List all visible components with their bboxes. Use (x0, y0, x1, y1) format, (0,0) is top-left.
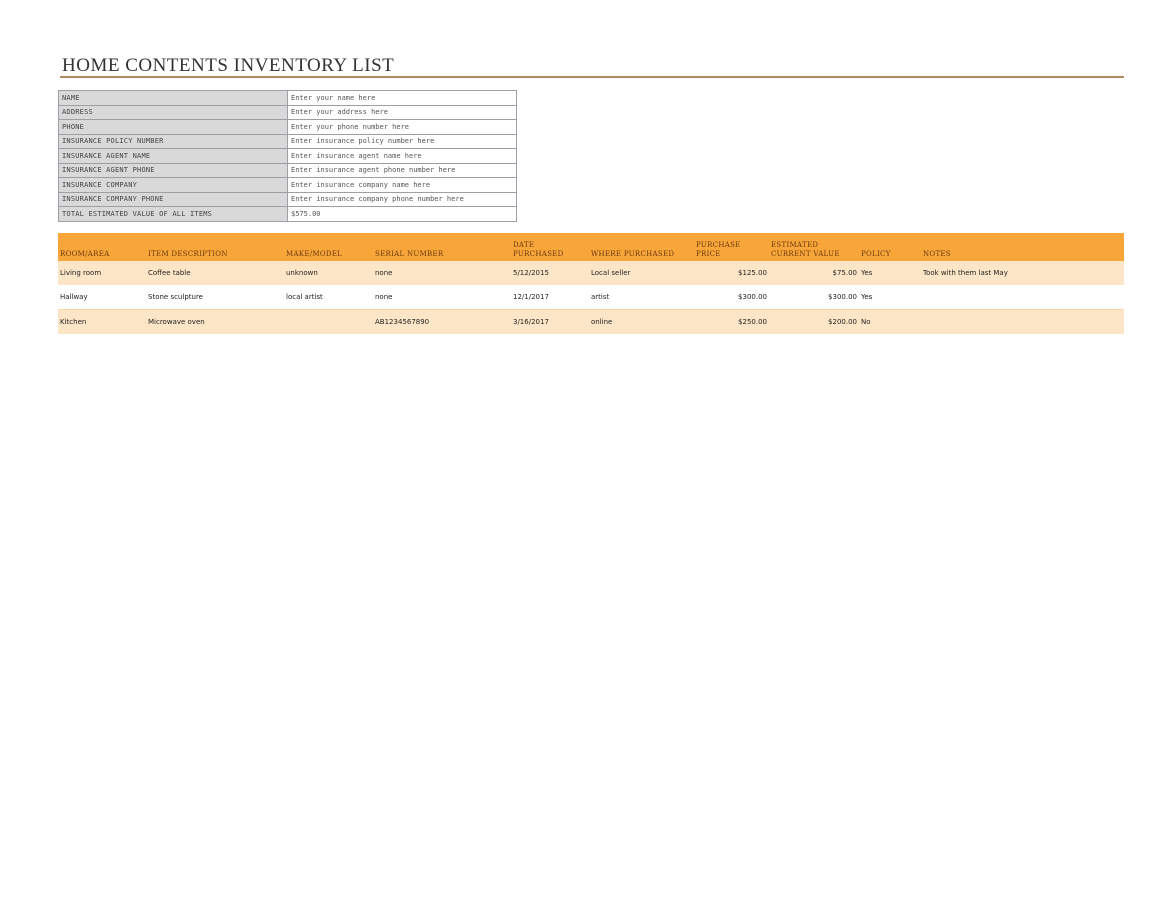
info-value[interactable]: $575.00 (288, 207, 517, 222)
table-cell[interactable]: 12/1/2017 (511, 285, 589, 310)
info-value[interactable]: Enter your name here (288, 91, 517, 106)
table-cell[interactable]: $200.00 (769, 310, 859, 335)
column-header: ITEM DESCRIPTION (146, 233, 284, 261)
info-row (59, 91, 517, 106)
table-cell[interactable]: 5/12/2015 (511, 261, 589, 285)
info-value[interactable]: Enter insurance agent phone number here (288, 163, 517, 178)
info-label: PHONE (59, 120, 288, 135)
table-cell[interactable] (921, 285, 1124, 310)
table-cell[interactable]: unknown (284, 261, 373, 285)
info-label: INSURANCE POLICY NUMBER (59, 134, 288, 149)
table-cell[interactable]: none (373, 261, 511, 285)
info-label: INSURANCE COMPANY PHONE (59, 192, 288, 207)
table-cell[interactable]: local artist (284, 285, 373, 310)
column-header: POLICY (859, 233, 921, 261)
info-label: INSURANCE AGENT NAME (59, 149, 288, 164)
info-row (59, 134, 517, 149)
table-row (58, 261, 1124, 285)
info-label: INSURANCE AGENT PHONE (59, 163, 288, 178)
table-cell[interactable]: none (373, 285, 511, 310)
info-value[interactable]: Enter insurance policy number here (288, 134, 517, 149)
table-cell[interactable]: $250.00 (694, 310, 769, 335)
table-cell[interactable]: Yes (859, 261, 921, 285)
table-row (58, 310, 1124, 335)
info-row (59, 163, 517, 178)
column-header: MAKE/MODEL (284, 233, 373, 261)
info-label: INSURANCE COMPANY (59, 178, 288, 193)
table-cell[interactable] (284, 310, 373, 335)
table-cell[interactable]: $300.00 (769, 285, 859, 310)
table-cell[interactable]: Coffee table (146, 261, 284, 285)
inventory-header-row (58, 233, 1124, 261)
info-row (59, 105, 517, 120)
table-cell[interactable]: Took with them last May (921, 261, 1124, 285)
table-cell[interactable]: $125.00 (694, 261, 769, 285)
table-cell[interactable]: 3/16/2017 (511, 310, 589, 335)
table-cell[interactable]: Living room (58, 261, 146, 285)
table-cell[interactable]: $75.00 (769, 261, 859, 285)
table-cell[interactable]: Kitchen (58, 310, 146, 335)
info-value[interactable]: Enter insurance company name here (288, 178, 517, 193)
column-header: PURCHASE PRICE (694, 233, 769, 261)
column-header: ROOM/AREA (58, 233, 146, 261)
info-value[interactable]: Enter your phone number here (288, 120, 517, 135)
column-header: DATE PURCHASED (511, 233, 589, 261)
info-row (59, 149, 517, 164)
table-cell[interactable]: artist (589, 285, 694, 310)
info-row (59, 178, 517, 193)
document-title: HOME CONTENTS INVENTORY LIST (62, 55, 395, 76)
info-value[interactable]: Enter insurance company phone number here (288, 192, 517, 207)
table-cell[interactable]: Local seller (589, 261, 694, 285)
info-value[interactable]: Enter your address here (288, 105, 517, 120)
info-row (59, 207, 517, 222)
column-header: SERIAL NUMBER (373, 233, 511, 261)
column-header: WHERE PURCHASED (589, 233, 694, 261)
inventory-table (58, 233, 1124, 334)
table-cell[interactable]: Microwave oven (146, 310, 284, 335)
info-table (58, 90, 517, 222)
table-cell[interactable]: Stone sculpture (146, 285, 284, 310)
info-label: ADDRESS (59, 105, 288, 120)
table-cell[interactable] (921, 310, 1124, 335)
info-row (59, 192, 517, 207)
table-cell[interactable]: No (859, 310, 921, 335)
info-row (59, 120, 517, 135)
info-value[interactable]: Enter insurance agent name here (288, 149, 517, 164)
table-cell[interactable]: Hallway (58, 285, 146, 310)
table-cell[interactable]: AB1234567890 (373, 310, 511, 335)
column-header: ESTIMATED CURRENT VALUE (769, 233, 859, 261)
table-cell[interactable]: online (589, 310, 694, 335)
info-label: NAME (59, 91, 288, 106)
title-divider (60, 76, 1124, 78)
table-cell[interactable]: $300.00 (694, 285, 769, 310)
table-row (58, 285, 1124, 310)
column-header: NOTES (921, 233, 1124, 261)
table-cell[interactable]: Yes (859, 285, 921, 310)
info-label: TOTAL ESTIMATED VALUE OF ALL ITEMS (59, 207, 288, 222)
